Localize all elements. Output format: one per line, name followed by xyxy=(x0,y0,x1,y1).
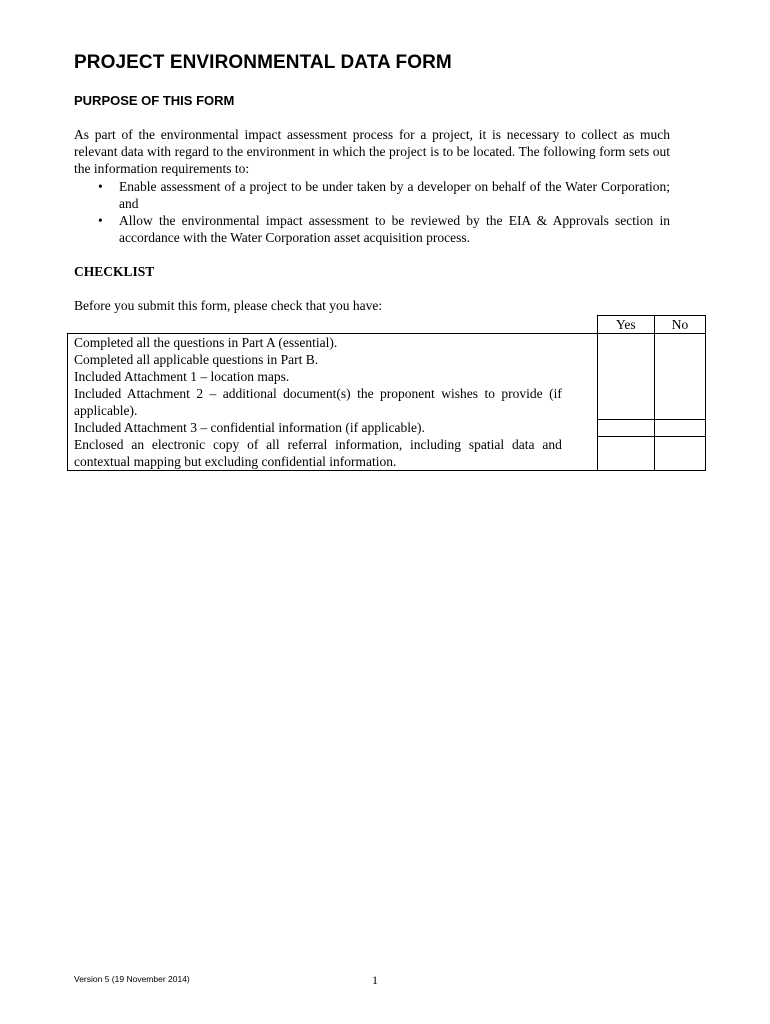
checklist-item-text: Enclosed an electronic copy of all referral information, including spatial data and contextual mapping but excluding confidential information. xyxy=(68,436,598,471)
checklist-item-text: Completed all applicable questions in Part B. xyxy=(68,351,598,368)
checklist-item-text: Included Attachment 2 – additional document(s) the proponent wishes to provide (if applicable). xyxy=(68,385,598,419)
purpose-bullet-text: Allow the environmental impact assessment to be reviewed by the EIA & Approvals section in accordance with the Water Corporation asset acquisition process. xyxy=(119,213,670,245)
checklist-row xyxy=(68,351,706,368)
checklist-heading: CHECKLIST xyxy=(74,264,155,279)
checklist-yes-checkbox[interactable] xyxy=(597,368,654,385)
checklist-intro: Before you submit this form, please check that you have: xyxy=(74,298,383,313)
checklist-yes-checkbox[interactable] xyxy=(597,351,654,368)
checklist-item-text: Included Attachment 1 – location maps. xyxy=(68,368,598,385)
checklist-header-no: No xyxy=(654,316,705,334)
checklist-row xyxy=(68,436,706,471)
page-title: PROJECT ENVIRONMENTAL DATA FORM xyxy=(74,52,452,73)
checklist-yes-checkbox[interactable] xyxy=(597,436,654,471)
checklist-yes-checkbox[interactable] xyxy=(597,385,654,419)
checklist-header-blank xyxy=(68,316,598,334)
purpose-bullet-list xyxy=(74,178,670,246)
purpose-bullet-item xyxy=(74,212,670,246)
checklist-table xyxy=(67,315,706,471)
checklist-header-yes: Yes xyxy=(597,316,654,334)
checklist-header-row xyxy=(68,316,706,334)
checklist-row xyxy=(68,385,706,419)
footer-page-number: 1 xyxy=(372,973,378,987)
checklist-item-text: Included Attachment 3 – confidential information (if applicable). xyxy=(68,419,598,436)
bullet-icon: • xyxy=(98,213,103,228)
checklist-no-checkbox[interactable] xyxy=(654,436,705,471)
checklist-no-checkbox[interactable] xyxy=(654,419,705,436)
purpose-bullet-item xyxy=(74,178,670,212)
checklist-row xyxy=(68,334,706,352)
checklist-no-checkbox[interactable] xyxy=(654,334,705,352)
checklist-row xyxy=(68,368,706,385)
checklist-yes-checkbox[interactable] xyxy=(597,334,654,352)
checklist-row xyxy=(68,419,706,436)
checklist-item-text: Completed all the questions in Part A (essential). xyxy=(68,334,598,352)
checklist-no-checkbox[interactable] xyxy=(654,368,705,385)
purpose-bullet-text: Enable assessment of a project to be under taken by a developer on behalf of the Water Corporation; and xyxy=(119,179,670,211)
bullet-icon: • xyxy=(98,179,103,194)
checklist-yes-checkbox[interactable] xyxy=(597,419,654,436)
purpose-heading: PURPOSE OF THIS FORM xyxy=(74,93,235,108)
checklist-no-checkbox[interactable] xyxy=(654,351,705,368)
footer-version: Version 5 (19 November 2014) xyxy=(74,974,190,984)
purpose-intro-paragraph: As part of the environmental impact assessment process for a project, it is necessary to collect as much relevant data with regard to the environment in which the project is to be located. The following form sets out the information requirements to: xyxy=(74,127,670,176)
checklist-no-checkbox[interactable] xyxy=(654,385,705,419)
